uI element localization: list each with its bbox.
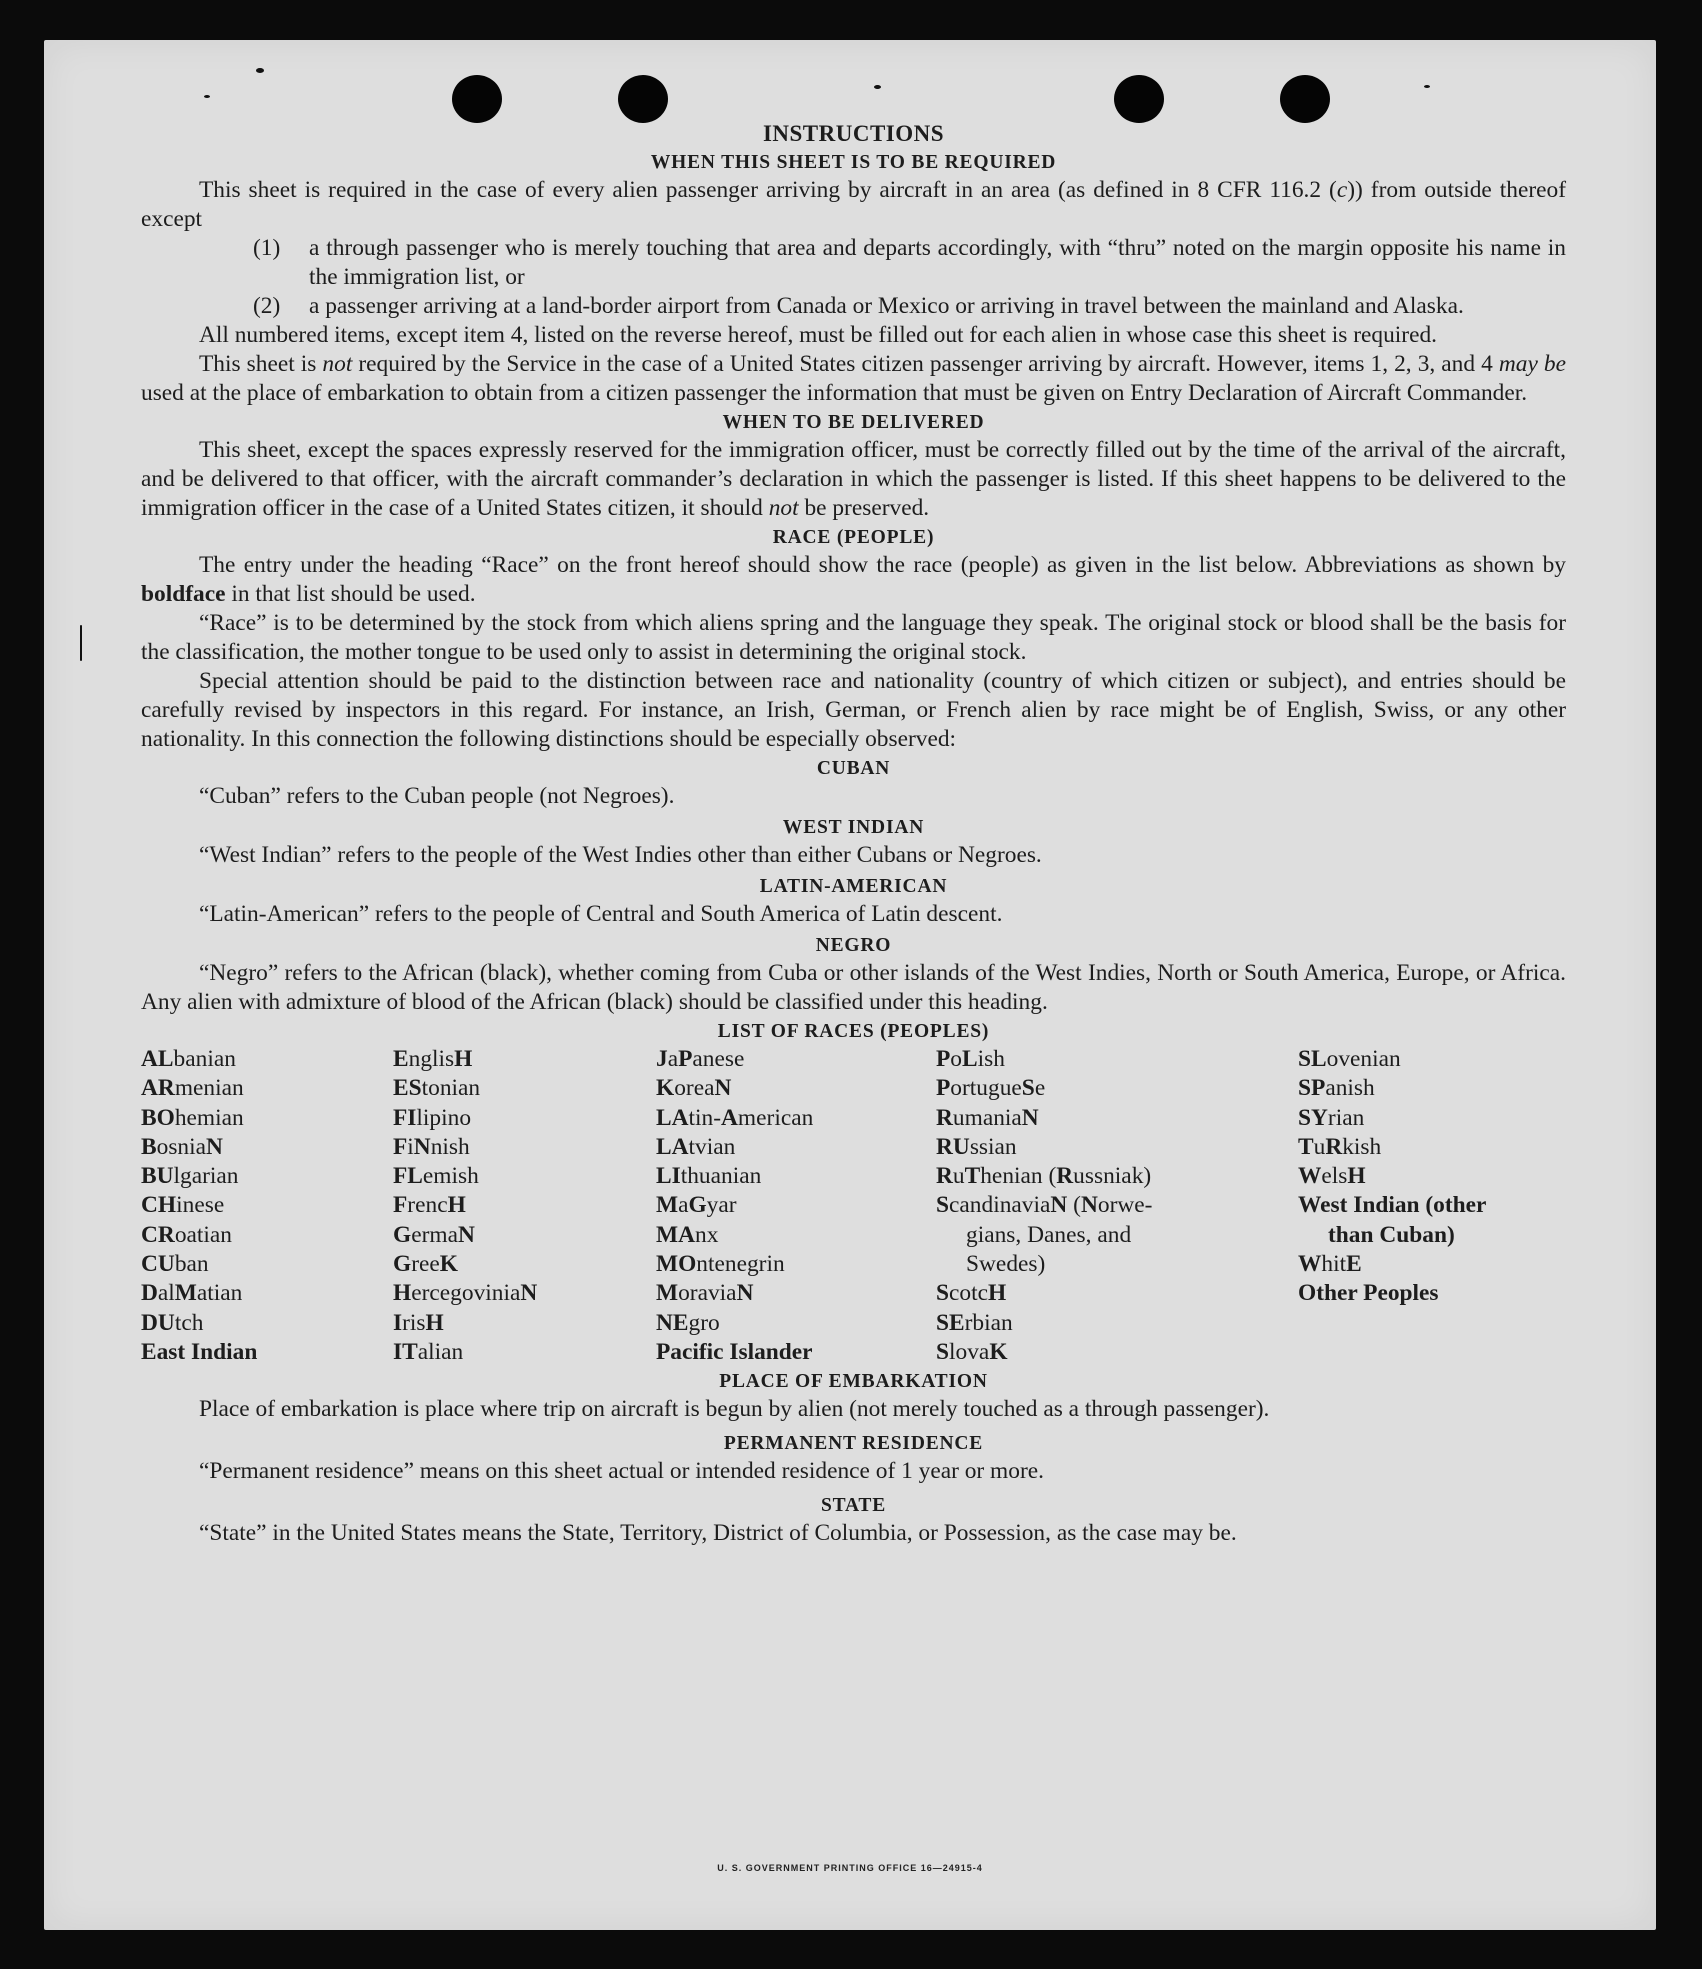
race-entry: LIthuanian <box>656 1163 762 1190</box>
race-entry: IrisH <box>393 1309 444 1336</box>
race-entry: EnglisH <box>393 1046 473 1072</box>
heading-latin-american: LATIN-AMERICAN <box>759 876 948 897</box>
race-entry: than Cuban) <box>1328 1221 1455 1248</box>
race-entry: ARmenian <box>141 1075 244 1102</box>
speck-mark <box>874 85 881 89</box>
race-column <box>141 1045 393 1367</box>
text-run-italic: c <box>1336 177 1348 203</box>
item-text: a through passenger who is merely touching that area and departs accordingly, with “thru” noted on the margin opposite his name in the immigration list, or <box>309 235 1566 290</box>
heading-race: RACE (PEOPLE) <box>772 527 935 548</box>
race-entry: MoraviaN <box>656 1280 754 1307</box>
race-entry: CHinese <box>141 1192 225 1219</box>
text-run-italic: not <box>322 351 353 377</box>
race-entry: NEgro <box>656 1309 720 1336</box>
punch-hole <box>1280 75 1330 123</box>
race-entry: LAtin-American <box>656 1104 814 1131</box>
race-entry: RuThenian (Russniak) <box>936 1163 1152 1190</box>
text-run: This sheet is required in the case of every alien passenger arriving by aircraft in an area (as defined in 8 CFR 116.2 ( <box>199 177 1337 203</box>
punch-hole <box>618 75 668 123</box>
heading-list-of-races: LIST OF RACES (PEOPLES) <box>717 1021 990 1042</box>
race-entry: BUlgarian <box>141 1163 239 1190</box>
paragraph: “Race” is to be determined by the stock from which aliens spring and the language they speak. The original stock or blood shall be the basis for the classification, the mother tongue to be used only to assist in determining the original stock. <box>141 610 1566 665</box>
document-page <box>44 40 1656 1930</box>
race-entry: GreeK <box>393 1251 458 1278</box>
text-run-italic: may be <box>1498 351 1566 377</box>
speck-mark <box>204 95 210 98</box>
race-entry: CRoatian <box>141 1221 232 1248</box>
item-number: (1) <box>253 235 281 261</box>
race-entry: West Indian (other <box>1298 1192 1487 1219</box>
list-item <box>253 292 1566 321</box>
race-entry: MaGyar <box>656 1192 737 1219</box>
paragraph: “Cuban” refers to the Cuban people (not Negroes). <box>199 783 675 809</box>
race-list <box>141 1045 1566 1367</box>
race-entry: SYrian <box>1298 1104 1365 1131</box>
race-entry: RumaniaN <box>936 1104 1039 1131</box>
heading-when-delivered: WHEN TO BE DELIVERED <box>722 412 985 433</box>
heading-state: STATE <box>820 1495 887 1517</box>
race-entry: FIlipino <box>393 1104 472 1131</box>
race-entry: RUssian <box>936 1133 1017 1160</box>
paragraph: “Permanent residence” means on this sheet actual or intended residence of 1 year or more. <box>199 1458 1044 1485</box>
heading-place-of-embarkation: PLACE OF EMBARKATION <box>719 1371 988 1393</box>
race-entry: JaPanese <box>656 1046 745 1072</box>
text-run-bold: boldface <box>141 581 226 607</box>
race-entry: Other Peoples <box>1298 1280 1439 1307</box>
race-entry: PoLish <box>936 1046 1005 1072</box>
race-entry: MAnx <box>656 1221 719 1248</box>
race-entry: FiNnish <box>393 1133 470 1160</box>
race-entry: DUtch <box>141 1309 204 1336</box>
paragraph: All numbered items, except item 4, listed on the reverse hereof, must be filled out for each alien in whose case this sheet is required. <box>199 322 1438 348</box>
paragraph: “Latin-American” refers to the people of Central and South America of Latin descent. <box>199 901 1003 927</box>
race-entry: PortugueSe <box>936 1075 1046 1102</box>
paragraph <box>141 436 1566 523</box>
race-entry: gians, Danes, and <box>966 1221 1132 1248</box>
race-entry: East Indian <box>141 1338 258 1365</box>
speck-mark <box>1424 85 1430 88</box>
paragraph: “Negro” refers to the African (black), whether coming from Cuba or other islands of the West Indies, North or South America, Europe, or Africa. Any alien with admixture of blood of the African (black) should be classified under this heading. <box>141 960 1566 1015</box>
text-run-italic: not <box>768 495 799 521</box>
punch-hole <box>1114 75 1164 123</box>
race-entry: CUban <box>141 1251 209 1278</box>
race-entry: SlovaK <box>936 1338 1008 1365</box>
item-number: (2) <box>253 293 281 319</box>
race-entry: Pacific Islander <box>656 1338 813 1365</box>
text-run: )) from outside thereof except <box>141 177 1567 232</box>
text-run: be preserved. <box>798 495 930 521</box>
race-entry: GermaN <box>393 1221 475 1248</box>
heading-permanent-residence: PERMANENT RESIDENCE <box>723 1433 984 1455</box>
race-entry: WhitE <box>1298 1251 1362 1278</box>
race-entry: TuRkish <box>1298 1133 1382 1160</box>
item-text: a passenger arriving at a land-border airport from Canada or Mexico or arriving in travel between the mainland and Alaska. <box>309 293 1464 319</box>
race-entry: WelsH <box>1298 1163 1366 1190</box>
paragraph <box>141 176 1566 234</box>
paragraph <box>141 551 1566 609</box>
race-entry: SErbian <box>936 1309 1013 1336</box>
race-entry: BOhemian <box>141 1104 244 1131</box>
race-column <box>393 1045 656 1367</box>
paragraph <box>141 350 1566 408</box>
paragraph: Place of embarkation is place where trip on aircraft is begun by alien (not merely touched as a through passenger). <box>199 1396 1270 1423</box>
race-entry: FLemish <box>393 1163 479 1190</box>
text-run: used at the place of embarkation to obtain from a citizen passenger the information that must be given on Entry Declaration of Aircraft Commander. <box>141 380 1528 406</box>
page-title: INSTRUCTIONS <box>762 121 945 146</box>
list-item <box>253 234 1566 292</box>
race-entry: FrencH <box>393 1192 466 1219</box>
text-run: required by the Service in the case of a United States citizen passenger arriving by aircraft. However, items 1, 2, 3, and 4 <box>352 351 1499 377</box>
paragraph: “West Indian” refers to the people of the West Indies other than either Cubans or Negroes. <box>199 842 1042 868</box>
race-entry: ALbanian <box>141 1046 236 1072</box>
text-run: This sheet is <box>199 351 323 377</box>
race-entry: ScandinaviaN (Norwe- <box>936 1192 1153 1219</box>
heading-west-indian: WEST INDIAN <box>782 817 925 838</box>
printer-imprint: U. S. GOVERNMENT PRINTING OFFICE 16—24915-4 <box>717 1863 983 1873</box>
race-entry: Swedes) <box>966 1251 1046 1278</box>
race-entry: ScotcH <box>936 1280 1007 1307</box>
race-column <box>656 1045 936 1367</box>
text-run: in that list should be used. <box>225 581 476 607</box>
race-entry: SLovenian <box>1298 1046 1401 1072</box>
speck-mark <box>256 68 264 73</box>
race-entry: SPanish <box>1298 1075 1375 1102</box>
race-entry: DalMatian <box>141 1280 243 1307</box>
race-entry: BosniaN <box>141 1133 223 1160</box>
race-entry: ITalian <box>393 1338 464 1365</box>
race-column <box>936 1045 1298 1367</box>
instructions-content <box>141 120 1566 1548</box>
heading-when-required: WHEN THIS SHEET IS TO BE REQUIRED <box>650 152 1057 173</box>
punch-hole <box>452 75 502 123</box>
heading-negro: NEGRO <box>815 935 892 956</box>
heading-cuban: CUBAN <box>816 758 891 779</box>
paragraph: “State” in the United States means the State, Territory, District of Columbia, or Possession, as the case may be. <box>199 1520 1237 1547</box>
text-run: This sheet, except the spaces expressly reserved for the immigration officer, must be correctly filled out by the time of the arrival of the aircraft, and be delivered to that officer, with the aircraft commander’s declaration in which the passenger is listed. If this sheet happens to be delivered to the immigration officer in the case of a United States citizen, it should <box>141 437 1566 521</box>
paragraph: Special attention should be paid to the distinction between race and nationality (country of which citizen or subject), and entries should be carefully revised by inspectors in this regard. For instance, an Irish, German, or French alien by race might be of English, Swiss, or any other nationality. In this connection the following distinctions should be especially observed: <box>141 668 1566 752</box>
race-entry: HercegoviniaN <box>393 1280 538 1307</box>
race-entry: KoreaN <box>656 1075 732 1102</box>
race-column <box>1298 1045 1566 1367</box>
text-run: The entry under the heading “Race” on the front hereof should show the race (people) as given in the list below. Abbreviations as shown by <box>199 552 1566 578</box>
race-entry: LAtvian <box>656 1133 736 1160</box>
race-entry: EStonian <box>393 1075 481 1102</box>
race-entry: MOntenegrin <box>656 1251 785 1278</box>
speck-mark <box>80 625 82 661</box>
